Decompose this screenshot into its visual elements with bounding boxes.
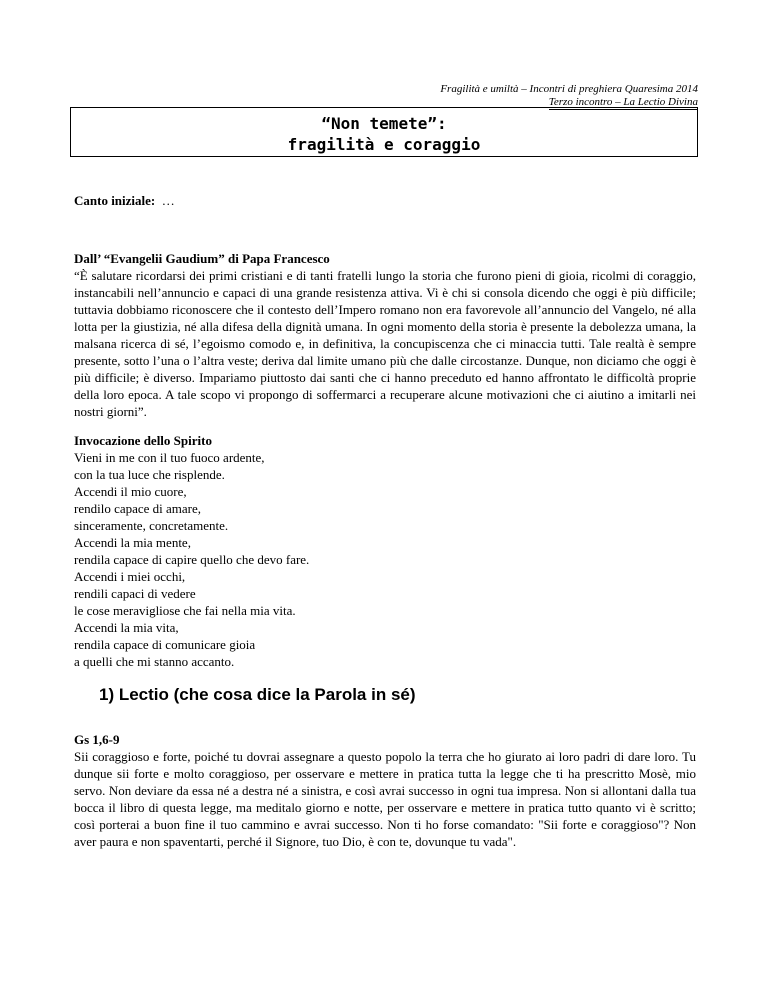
invocation-line: rendila capace di capire quello che devo fare.	[74, 552, 310, 567]
invocation-line: Accendi i miei occhi,	[74, 569, 186, 584]
invocation-line: rendili capaci di vedere	[74, 586, 196, 601]
invocation-heading: Invocazione dello Spirito	[74, 433, 212, 448]
invocation-line: Accendi la mia mente,	[74, 535, 191, 550]
invocation-line: le cose meravigliose che fai nella mia vita.	[74, 603, 296, 618]
header-line-2: Terzo incontro – La Lectio Divina	[548, 96, 698, 108]
quote-text: “È salutare ricordarsi dei primi cristiani e di tanti fratelli lungo la storia che furono pieni di gioia, ricolmi di coraggio, instancabili nell’annuncio e capaci di una grande resistenza attiva. Vi è chi si consola dicendo che oggi è più difficile; tuttavia dobbiamo riconoscere che il contesto dell’Impero romano non era favorevole all’annuncio del Vangelo, né alla lotta per la giustizia, né alla difesa della dignità umana. In ogni momento della storia è presente la debolezza umana, la malsana ricerca di sé, l’egoismo comodo e, in definitiva, la concupiscenza che ci minaccia tutti. Tale realtà è sempre presente, sotto l’una o l’altra veste; deriva dal limite umano più che dalle circostanze. Dunque, non diciamo che oggi è più difficile; è diverso. Impariamo piuttosto dai santi che ci hanno preceduto ed hanno affrontato le difficoltà proprie della loro epoca. A tale scopo vi propongo di soffermarci a recuperare alcune motivazioni che ci aiutino a imitarli nei nostri giorni”.	[74, 268, 696, 419]
canto-label: Canto iniziale:	[74, 193, 156, 208]
invocation-line: Vieni in me con il tuo fuoco ardente,	[74, 450, 265, 465]
lectio-reference: Gs 1,6-9	[74, 732, 120, 747]
lectio-section	[74, 731, 696, 850]
invocation-section	[74, 432, 696, 670]
canto-value: …	[161, 193, 175, 208]
title-line-2: fragilità e coraggio	[287, 135, 481, 154]
lectio-text: Sii coraggioso e forte, poiché tu dovrai assegnare a questo popolo la terra che ho giurato ai loro padri di dare loro. Tu dunque sii forte e molto coraggioso, per osservare e mettere in pratica tutta la legge che ti ha prescritto Mosè, mio servo. Non deviare da essa né a destra né a sinistra, e così avrai successo in ogni tua impresa. Non si allontani dalla tua bocca il libro di questa legge, ma meditalo giorno e notte, per osservare e mettere in pratica tutto quanto vi è scritto; così porterai a buon fine il tuo cammino e avrai successo. Non ti ho forse comandato: "Sii forte e coraggioso"? Non aver paura e non spaventarti, perché il Signore, tuo Dio, è con te, dovunque tu vada".	[74, 749, 696, 849]
section-heading-lectio: 1) Lectio (che cosa dice la Parola in sé)	[99, 685, 416, 704]
title-line-1: “Non temete”:	[321, 114, 447, 133]
invocation-line: a quelli che mi stanno accanto.	[74, 654, 235, 669]
header-line-1: Fragilità e umiltà – Incontri di preghiera Quaresima 2014	[440, 83, 698, 95]
quote-heading: Dall’ “Evangelii Gaudium” di Papa Francesco	[74, 251, 330, 266]
canto-section	[74, 192, 696, 209]
invocation-line: Accendi il mio cuore,	[74, 484, 187, 499]
quote-section	[74, 250, 696, 420]
running-header	[440, 83, 698, 110]
title-box	[70, 107, 698, 157]
invocation-line: rendila capace di comunicare gioia	[74, 637, 256, 652]
invocation-line: Accendi la mia vita,	[74, 620, 179, 635]
invocation-line: sinceramente, concretamente.	[74, 518, 229, 533]
invocation-line: rendilo capace di amare,	[74, 501, 202, 516]
invocation-line: con la tua luce che risplende.	[74, 467, 225, 482]
